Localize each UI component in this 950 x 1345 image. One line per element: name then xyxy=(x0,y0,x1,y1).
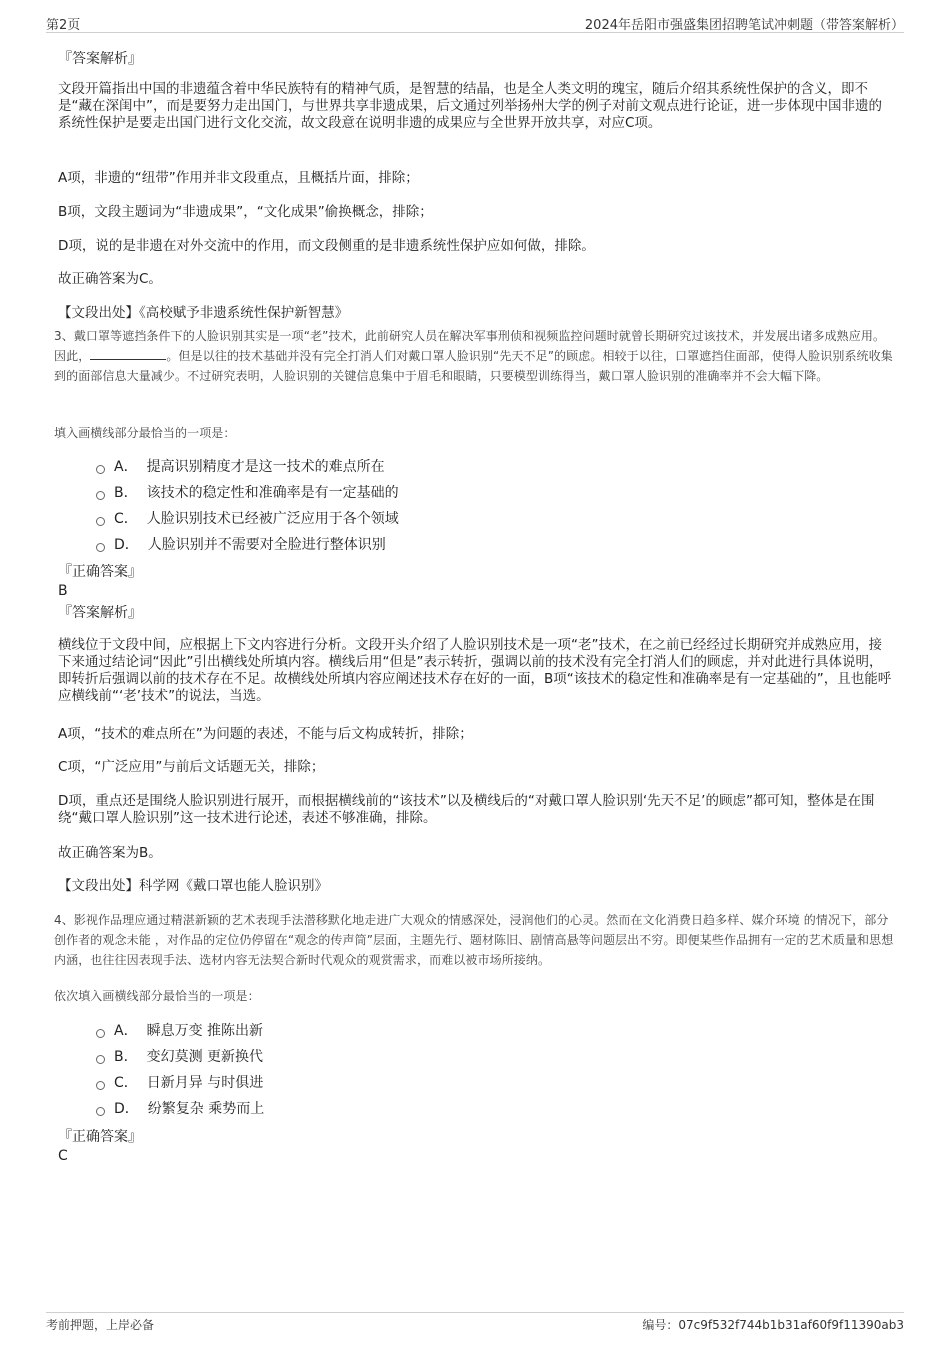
radio-icon[interactable] xyxy=(96,517,105,526)
prev-source: 【文段出处】《高校赋予非遗系统性保护新智慧》 xyxy=(58,305,349,321)
question-3-analysis-label: 『答案解析』 xyxy=(58,605,142,621)
document-title: 2024年岳阳市强盛集团招聘笔试冲刺题（带答案解析） xyxy=(584,18,904,33)
radio-icon[interactable] xyxy=(96,1081,105,1090)
question-4-text: 4、影视作品理应通过精湛新颖的艺术表现手法潜移默化地走进广大观众的情感深处，浸润他们的心灵。然而在文化消费日趋多样、媒介环境 的情况下，部分创作者的观念未能 ，对作品的定位仍停留在“观念的传声筒”层面，主题先行、题材陈旧、剧情高悬等问题层出不穷。即便某些作品拥有一定的艺术质量和思想内涵，也往往因表现手法、选材内容无法契合新时代观众的观赏需求，而难以被市场所接纳。 xyxy=(54,913,894,967)
question-3-option-d[interactable]: D． 人脸识别并不需要对全脸进行整体识别 xyxy=(96,536,386,554)
question-3-option-d-analysis: D项，重点还是围绕人脸识别进行展开，而根据横线前的“该技术”以及横线后的“对戴口罩人脸识别‘先天不足’的顾虑”都可知，整体是在围绕“戴口罩人脸识别”这一技术进行论述，表述不够准确，排除。 xyxy=(58,793,875,826)
prev-option-a-analysis: A项，非遗的“纽带”作用并非文段重点，且概括片面，排除； xyxy=(58,170,419,186)
question-4-option-a[interactable]: A． 瞬息万变 推陈出新 xyxy=(96,1022,263,1040)
prev-option-b-analysis: B项，文段主题词为“非遗成果”，“文化成果”偷换概念，排除； xyxy=(58,204,433,220)
question-4-answer-label: 『正确答案』 xyxy=(58,1129,142,1145)
question-3-option-c-analysis: C项，“广泛应用”与前后文话题无关，排除； xyxy=(58,759,325,775)
question-3-source: 【文段出处】科学网《戴口罩也能人脸识别》 xyxy=(58,878,328,894)
question-4-option-c[interactable]: C． 日新月异 与时俱进 xyxy=(96,1074,263,1092)
question-3-analysis-text: 横线位于文段中间，应根据上下文内容进行分析。文段开头介绍了人脸识别技术是一项“老”技术，在之前已经经过长期研究并成熟应用，接下来通过结论词“因此”引出横线处所填内容。横线后用“但是”表示转折，强调以前的技术没有完全打消人们的顾虑，并对此进行具体说明，即转折后强调以前的技术存在不足。故横线处所填内容应阐述技术存在好的一面，B项“该技术的稳定性和准确率是有一定基础的”，且也能呼应横线前“‘老’技术”的说法，当选。 xyxy=(58,637,892,704)
question-4-option-d[interactable]: D． 纷繁复杂 乘势而上 xyxy=(96,1100,264,1118)
prev-option-d-analysis: D项，说的是非遗在对外交流中的作用，而文段侧重的是非遗系统性保护应如何做，排除。 xyxy=(58,238,595,254)
question-3-option-a-analysis: A项，“技术的难点所在”为问题的表述，不能与后文构成转折，排除； xyxy=(58,726,473,742)
fill-blank xyxy=(90,347,166,360)
prev-conclusion: 故正确答案为C。 xyxy=(58,271,162,287)
footer-slogan: 考前押题，上岸必备 xyxy=(46,1318,155,1332)
question-3-option-c[interactable]: C． 人脸识别技术已经被广泛应用于各个领域 xyxy=(96,510,399,528)
radio-icon[interactable] xyxy=(96,1029,105,1038)
prev-analysis-label: 『答案解析』 xyxy=(58,51,142,67)
question-3-conclusion: 故正确答案为B。 xyxy=(58,845,162,861)
question-3-prompt: 填入画横线部分最恰当的一项是： xyxy=(54,426,236,440)
question-4-option-b[interactable]: B． 变幻莫测 更新换代 xyxy=(96,1048,263,1066)
question-4-answer: C xyxy=(58,1148,68,1164)
page-footer xyxy=(46,1312,904,1332)
question-3-answer-label: 『正确答案』 xyxy=(58,564,142,580)
page-header xyxy=(46,12,904,33)
question-4-prompt: 依次填入画横线部分最恰当的一项是： xyxy=(54,989,260,1003)
question-3-answer: B xyxy=(58,583,68,599)
radio-icon[interactable] xyxy=(96,491,105,500)
question-3-option-a[interactable]: A． 提高识别精度才是这一技术的难点所在 xyxy=(96,458,385,476)
radio-icon[interactable] xyxy=(96,543,105,552)
question-3-option-b[interactable]: B． 该技术的稳定性和准确率是有一定基础的 xyxy=(96,484,399,502)
radio-icon[interactable] xyxy=(96,1055,105,1064)
page-number: 第2页 xyxy=(46,18,81,33)
question-3-text: 3、戴口罩等遮挡条件下的人脸识别其实是一项“老”技术，此前研究人员在解决军事刑侦和视频监控问题时就曾长期研究过该技术，并发展出诸多成熟应用。因此， 。但是以往的技术基础并没有完全打消人们对戴口罩人脸识别“先天不足”的顾虑。相较于以往，口罩遮挡住面部，使得人脸识别系统收集到的面部信息大量减少。不过研究表明，人脸识别的关键信息集中于眉毛和眼睛，只要模型训练得当，戴口罩人脸识别的准确率并不会大幅下降。 xyxy=(54,329,893,383)
prev-analysis-text: 文段开篇指出中国的非遗蕴含着中华民族特有的精神气质，是智慧的结晶，也是全人类文明的瑰宝，随后介绍其系统性保护的含义，即不是“藏在深闺中”，而是要努力走出国门，与世界共享非遗成果，后文通过列举扬州大学的例子对前文观点进行论证，进一步体现中国非遗的系统性保护是要走出国门进行文化交流，故文段意在说明非遗的成果应与全世界开放共享，对应C项。 xyxy=(58,81,882,131)
document-id: 编号：07c9f532f744b1b31af60f9f11390ab3 xyxy=(642,1318,904,1332)
radio-icon[interactable] xyxy=(96,465,105,474)
radio-icon[interactable] xyxy=(96,1107,105,1116)
